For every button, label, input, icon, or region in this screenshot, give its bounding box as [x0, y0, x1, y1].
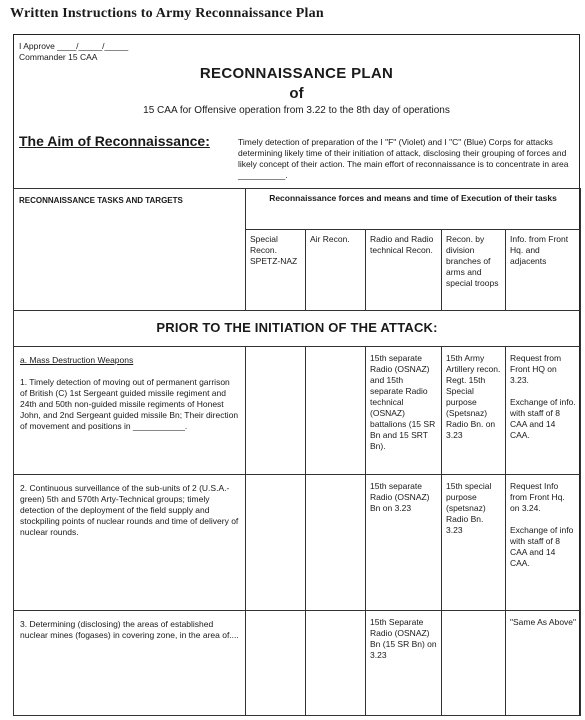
column-header-radio-recon: Radio and Radio technical Recon. — [366, 230, 442, 311]
task-cell — [14, 611, 246, 716]
division-recon-cell: 15th special purpose (spetsnaz) Radio Bn. 3.23 — [442, 475, 506, 611]
radio-recon-cell: 15th separate Radio (OSNAZ) and 15th separate Radio technical (OSNAZ) battalions (15 SR Bn and 15 SRT Bn). — [366, 347, 442, 475]
front-info-cell — [506, 611, 581, 716]
table-row — [14, 347, 581, 475]
front-info-cell — [506, 347, 581, 475]
radio-recon-cell: 15th Separate Radio (OSNAZ) Bn (15 SR Bn) on 3.23 — [366, 611, 442, 716]
task-title: a. Mass Destruction Weapons — [20, 355, 134, 365]
aim-text: Timely detection of preparation of the I "F" (Violet) and I "C" (Blue) Corps for attacks determining likely time of their initiation of attack, disclosing their grouping of forces and likely concept of their action. The main effort of reconnaissance is to concentrate in area __________. — [238, 137, 569, 180]
document-frame — [13, 34, 580, 716]
approval-block — [19, 41, 128, 63]
front-info-exchange: Exchange of info with staff of 8 CAA and 14 CAA. — [510, 525, 574, 568]
table-row — [14, 611, 581, 716]
task-cell — [14, 475, 246, 611]
page-title: Written Instructions to Army Reconnaissance Plan — [10, 6, 324, 21]
phase-heading: PRIOR TO THE INITIATION OF THE ATTACK: — [14, 311, 581, 347]
commander-line: Commander 15 CAA — [19, 52, 98, 62]
header-forces-means: Reconnaissance forces and means and time of Execution of their tasks — [246, 189, 581, 230]
front-info-exchange: Exchange of info. with staff of 8 CAA and 14 CAA. — [510, 397, 576, 440]
task-description: 2. Continuous surveillance of the sub-units of 2 (U.S.A.-green) 5th and 570th Arty-Technical groups; timely detection of the deployment of the field supply and stockpiling points of nuclear rounds and time of delivery of nuclear rounds. — [20, 483, 239, 537]
header-tasks-targets: RECONNAISSANCE TASKS AND TARGETS — [14, 189, 246, 311]
column-header-front-info: Info. from Front Hq. and adjacents — [506, 230, 581, 311]
column-header-spetznaz: Special Recon. SPETZ-NAZ — [246, 230, 306, 311]
spetznaz-cell — [246, 347, 306, 475]
aim-heading: The Aim of Reconnaissance: — [19, 133, 210, 149]
phase-row — [14, 311, 581, 347]
front-info-request: Request from Front HQ on 3.23. — [510, 353, 562, 385]
table-row — [14, 475, 581, 611]
document-of: of — [289, 85, 304, 102]
division-recon-cell — [442, 611, 506, 716]
task-description: 3. Determining (disclosing) the areas of established nuclear mines (fogases) in covering zone, in the area of.... — [20, 619, 239, 640]
front-info-request: "Same As Above" — [510, 617, 577, 627]
front-info-cell — [506, 475, 581, 611]
column-header-air-recon: Air Recon. — [306, 230, 366, 311]
air-recon-cell — [306, 347, 366, 475]
task-description: 1. Timely detection of moving out of permanent garrison of British (C) 1st Sergeant guided missile regiment and 24th and 50th non-guided missile regiments of Honest John, and 2nd Sergeant guided missile Bn; Their direction of movement and positions in ___________. — [20, 377, 239, 431]
reconnaissance-table — [13, 188, 581, 716]
task-cell — [14, 347, 246, 475]
radio-recon-cell: 15th separate Radio (OSNAZ) Bn on 3.23 — [366, 475, 442, 611]
air-recon-cell — [306, 475, 366, 611]
table-header-row — [14, 189, 581, 230]
column-header-division-recon: Recon. by division branches of arms and special troops — [442, 230, 506, 311]
spetznaz-cell — [246, 611, 306, 716]
division-recon-cell: 15th Army Artillery recon. Regt. 15th Special purpose (Spetsnaz) Radio Bn. on 3.23 — [442, 347, 506, 475]
approval-line: I Approve ____/_____/_____ — [19, 41, 129, 51]
front-info-request: Request Info from Front Hq. on 3.24. — [510, 481, 565, 513]
document-title: RECONNAISSANCE PLAN — [199, 65, 394, 82]
document-subtitle: 15 CAA for Offensive operation from 3.22 to the 8th day of operations — [143, 105, 450, 116]
air-recon-cell — [306, 611, 366, 716]
spetznaz-cell — [246, 475, 306, 611]
